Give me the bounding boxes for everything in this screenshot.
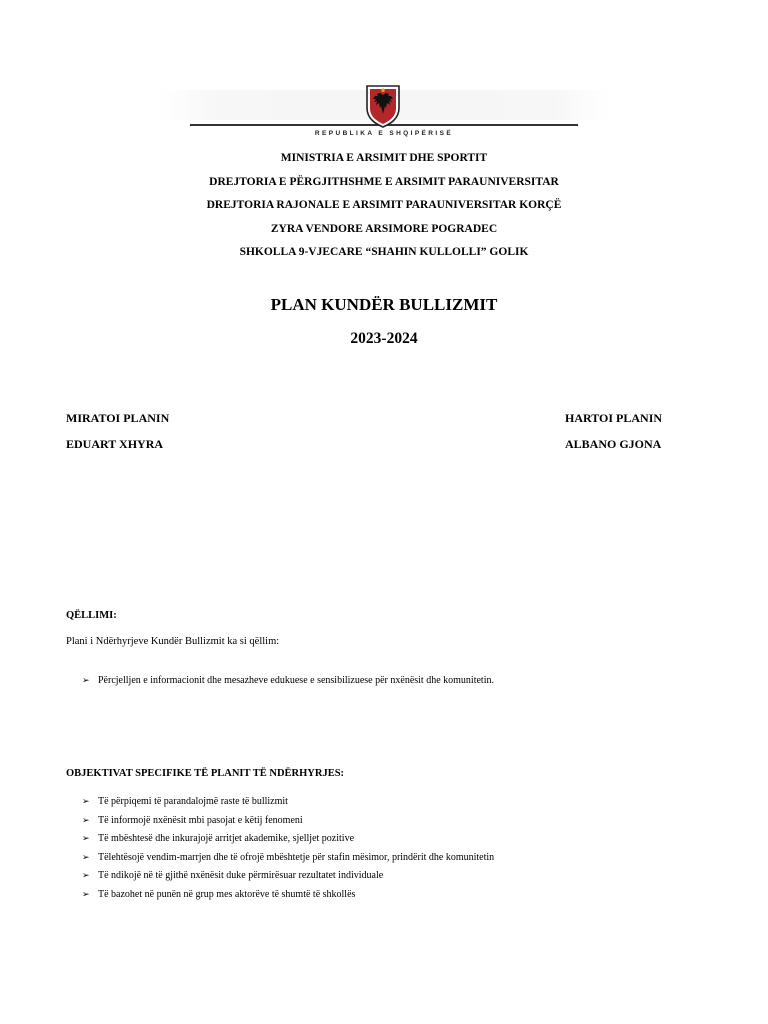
approved-label: MIRATOI PLANIN bbox=[66, 411, 170, 425]
arrow-bullet-icon: ➢ bbox=[82, 889, 90, 900]
arrow-bullet-icon: ➢ bbox=[82, 871, 90, 882]
arrow-bullet-icon: ➢ bbox=[82, 852, 90, 863]
republic-caption: REPUBLIKA E SHQIPËRISË bbox=[314, 130, 454, 137]
list-item bbox=[82, 812, 494, 831]
goal-list bbox=[82, 672, 494, 691]
list-item-text: Të informojë nxënësit mbi pasojat e këtij fenomeni bbox=[98, 814, 303, 826]
arrow-bullet-icon: ➢ bbox=[82, 834, 90, 845]
list-item bbox=[82, 793, 494, 812]
arrow-bullet-icon: ➢ bbox=[82, 815, 90, 826]
list-item bbox=[82, 672, 494, 691]
institution-general-directorate: DREJTORIA E PËRGJITHSHME E ARSIMIT PARAUNIVERSITAR bbox=[209, 176, 559, 188]
letterhead bbox=[0, 80, 768, 150]
list-item bbox=[82, 886, 494, 905]
arrow-bullet-icon: ➢ bbox=[82, 676, 90, 686]
document-title: PLAN KUNDËR BULLIZMIT bbox=[270, 295, 498, 314]
list-item-text: Të bazohet në punën në grup mes aktorëve të shumtë të shkollës bbox=[98, 888, 356, 900]
list-item-text: Të ndikojë në të gjithë nxënësit duke përmirësuar rezultatet individuale bbox=[98, 870, 384, 882]
goal-heading: QËLLIMI: bbox=[66, 610, 117, 621]
list-item-text: Përcjelljen e informacionit dhe mesazheve edukuese e sensibilizuese për nxënësit dhe komunitetin. bbox=[98, 675, 494, 686]
institution-local-office: ZYRA VENDORE ARSIMORE POGRADEC bbox=[270, 223, 498, 235]
list-item bbox=[82, 867, 494, 886]
institution-ministry: MINISTRIA E ARSIMIT DHE SPORTIT bbox=[280, 152, 488, 164]
list-item bbox=[82, 849, 494, 868]
approved-name: EDUART XHYRA bbox=[66, 437, 164, 451]
list-item bbox=[82, 830, 494, 849]
list-item-text: Të përpiqemi të parandalojmë raste të bullizmit bbox=[98, 796, 288, 807]
list-item-text: Të mbështesë dhe inkurajojë arritjet akademike, sjelljet pozitive bbox=[98, 833, 355, 845]
institution-school: SHKOLLA 9-VJECARE “SHAHIN KULLOLLI” GOLIK bbox=[239, 246, 529, 258]
institution-regional-directorate: DREJTORIA RAJONALE E ARSIMIT PARAUNIVERSITAR KORÇË bbox=[206, 199, 562, 211]
objectives-heading: OBJEKTIVAT SPECIFIKE TË PLANIT TË NDËRHYRJES: bbox=[66, 768, 345, 779]
coat-of-arms-icon bbox=[364, 84, 402, 128]
drafted-label: HARTOI PLANIN bbox=[565, 411, 663, 425]
objectives-list bbox=[82, 793, 494, 905]
document-year: 2023-2024 bbox=[350, 330, 418, 347]
list-item-text: Tëlehtësojë vendim-marrjen dhe të ofrojë mbështetje për stafin mësimor, prindërit dhe komunitetin bbox=[98, 851, 495, 863]
drafted-name: ALBANO GJONA bbox=[565, 437, 662, 451]
arrow-bullet-icon: ➢ bbox=[82, 797, 90, 807]
goal-intro: Plani i Ndërhyrjeve Kundër Bullizmit ka si qëllim: bbox=[66, 636, 280, 647]
